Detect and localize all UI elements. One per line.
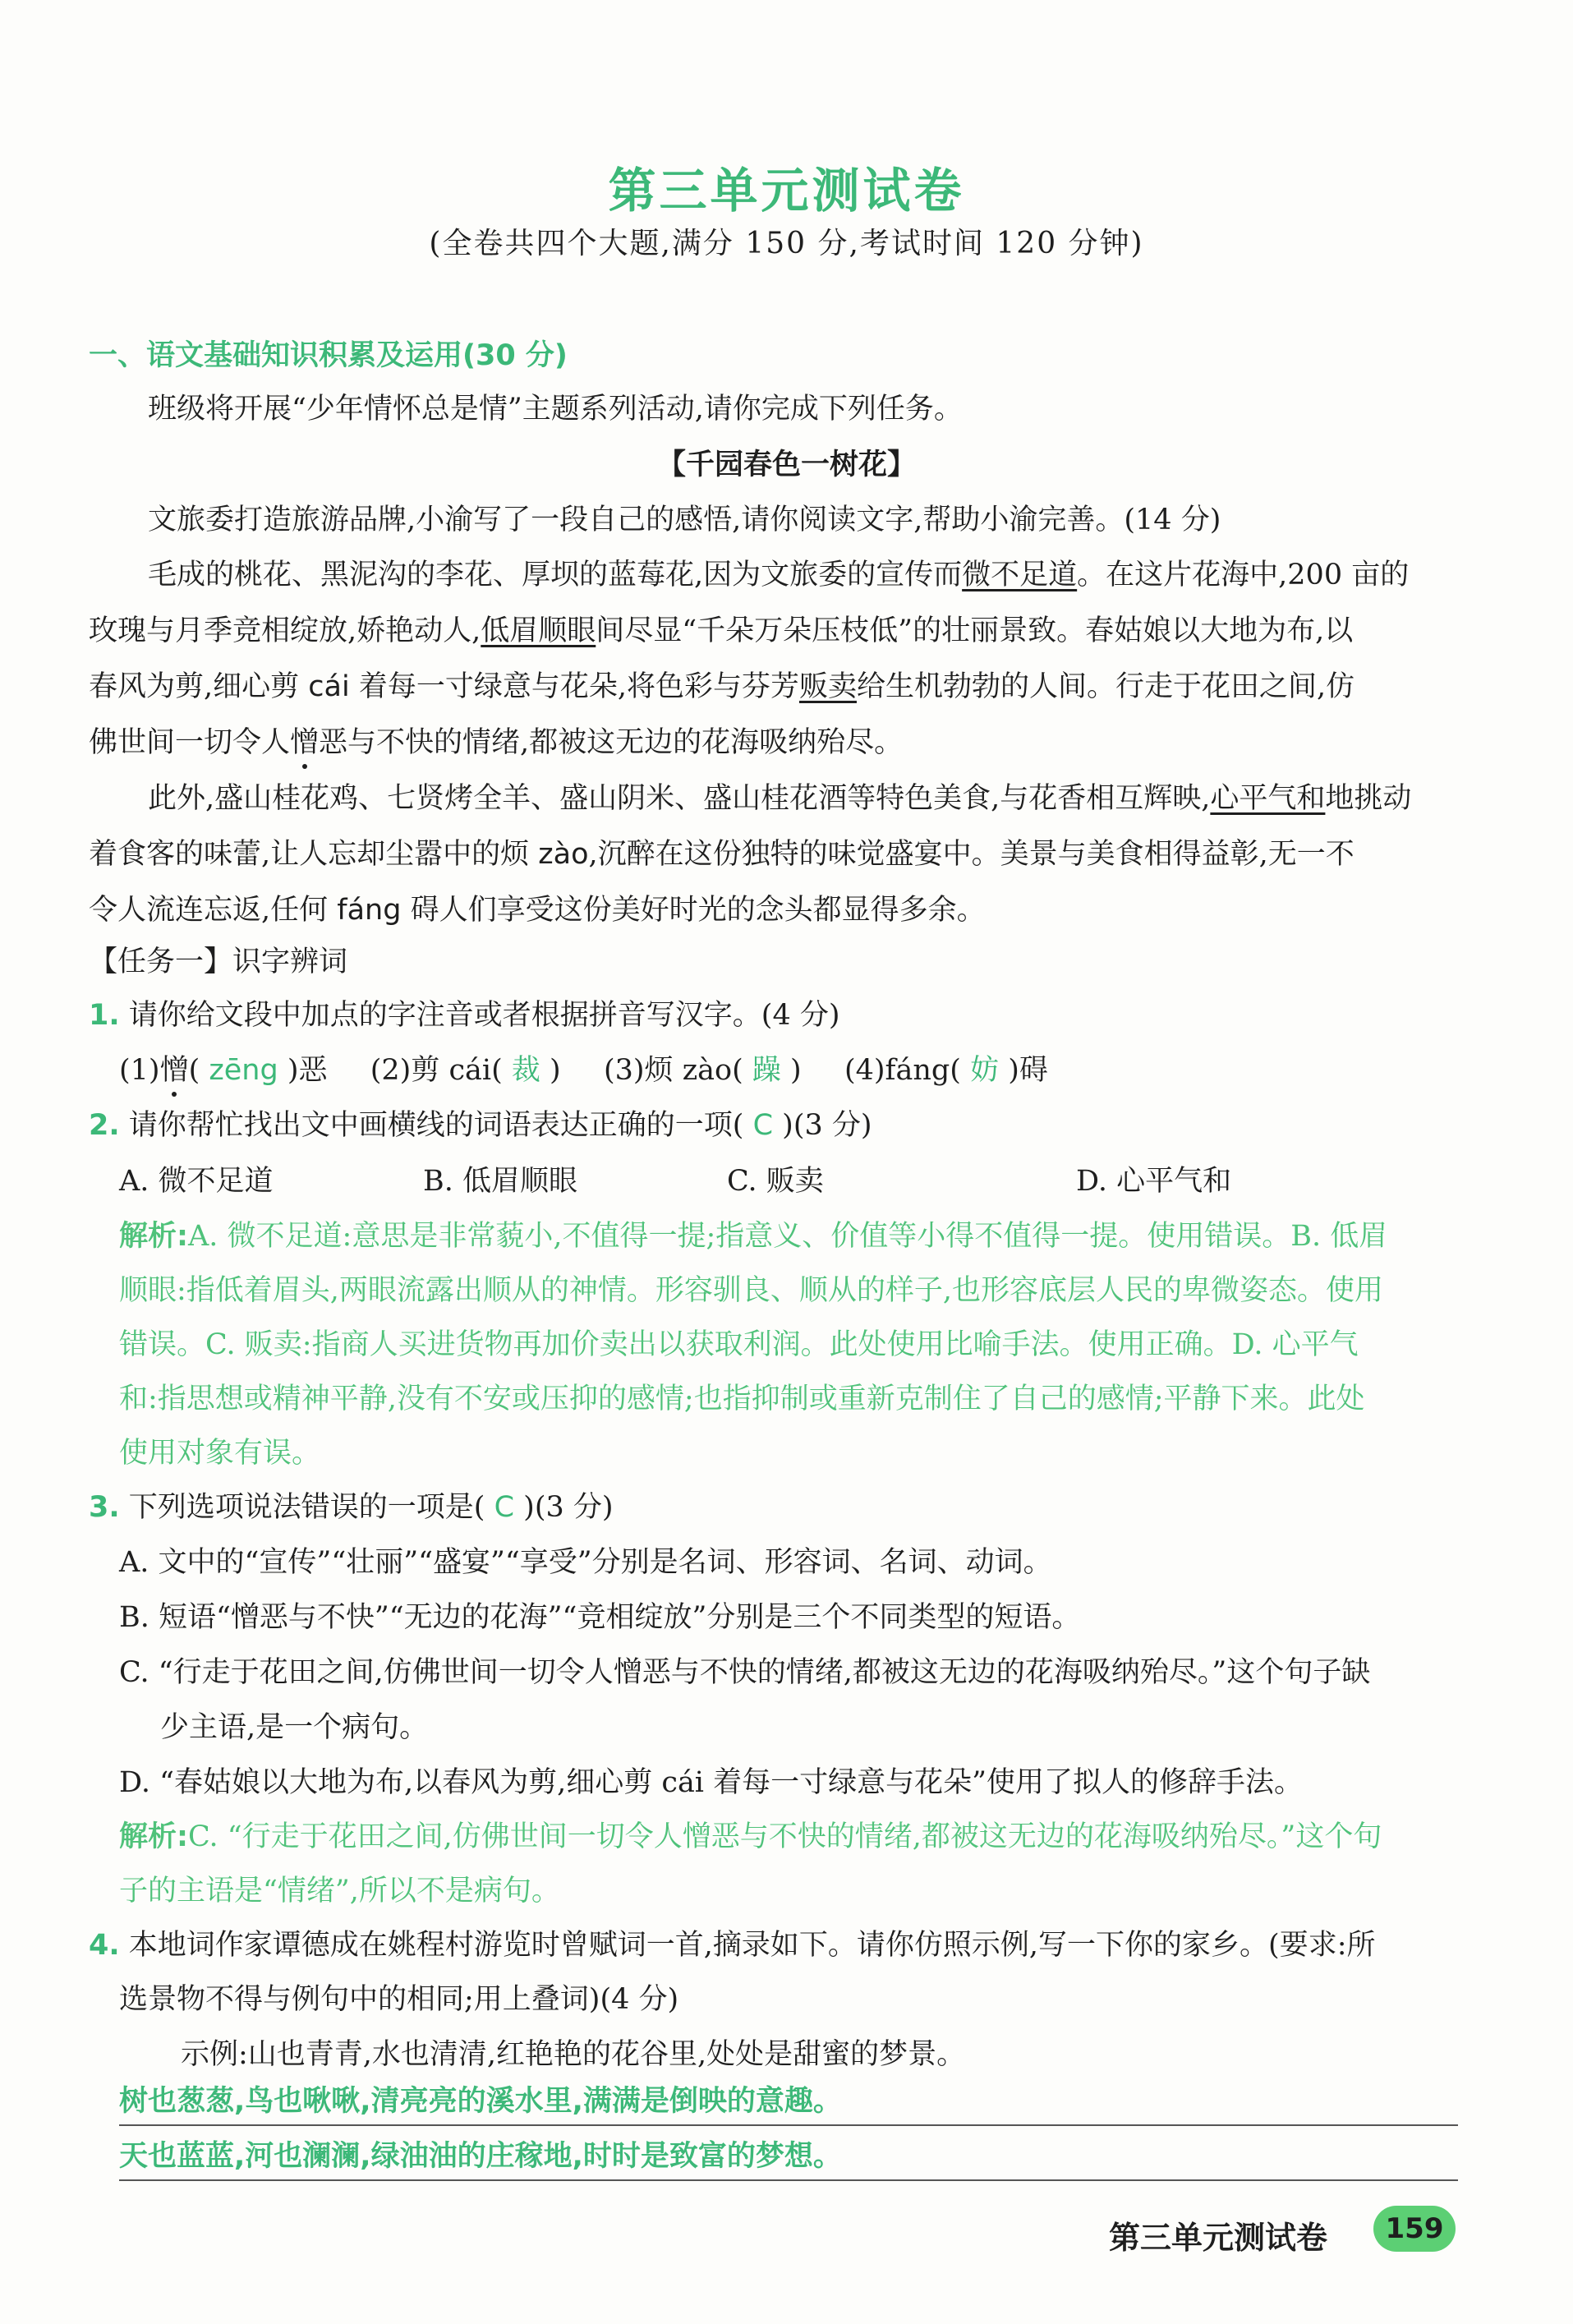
- section-heading: 一、语文基础知识积累及运用(30 分): [89, 339, 568, 372]
- answer-text: zēng: [209, 1054, 278, 1087]
- question-text-continued: 选景物不得与例句中的相同;用上叠词)(4 分): [119, 1983, 679, 2016]
- question-text: 下列选项说法错误的一项是(: [128, 1491, 494, 1524]
- passage-text: 间尽显“千朵万朵压枝低”的壮丽景致。春姑娘以大地为布,以: [596, 614, 1354, 647]
- blank-label: (2)剪 cái(: [370, 1054, 512, 1087]
- passage-text: 着每一寸绿意与花朵,将色彩与芬芳: [349, 670, 799, 703]
- question-number: 3.: [89, 1491, 120, 1524]
- passage-text: 着食客的味蕾,让人忘却尘嚣中的烦: [89, 838, 539, 871]
- analysis-line: 顺眼:指低着眉头,两眼流露出顺从的神情。形容驯良、顺从的样子,也形容底层人民的卑微姿态。使用: [119, 1274, 1384, 1307]
- option-b: B. 短语“憎恶与不快”“无边的花海”“竞相绽放”分别是三个不同类型的短语。: [119, 1601, 1081, 1634]
- underlined-word: 低眉顺眼: [481, 614, 596, 647]
- analysis-line: 错误。C. 贩卖:指商人买进货物再加价卖出以获取利润。此处使用比喻手法。使用正确。D. 心平气: [119, 1328, 1359, 1361]
- passage-text: ,沉醉在这份独特的味觉盛宴中。美景与美食相得益彰,无一不: [588, 838, 1355, 871]
- passage-text: 玫瑰与月季竞相绽放,娇艳动人,: [89, 614, 481, 647]
- task-intro: 文旅委打造旅游品牌,小渝写了一段自己的感悟,请你阅读文字,帮助小渝完善。(14 分): [148, 504, 1221, 536]
- analysis-line: 和:指思想或精神平静,没有不安或压抑的感情;也指抑制或重新克制住了自己的感情;平静下来。此处: [119, 1383, 1365, 1415]
- pinyin: cái: [308, 670, 350, 703]
- bracket: ): [780, 1054, 802, 1087]
- dotted-char: 憎: [159, 1054, 189, 1087]
- answer-text: 躁: [752, 1054, 781, 1087]
- answer-line-2[interactable]: 天也蓝蓝,河也澜澜,绿油油的庄稼地,时时是致富的梦想。: [119, 2133, 1458, 2181]
- passage-line: [148, 775, 1411, 817]
- question-3: [89, 1484, 614, 1526]
- passage-text: 佛世间一切令人: [89, 726, 291, 759]
- answer-text: 裁: [511, 1054, 540, 1087]
- question-text: 请你给文段中加点的字注音或者根据拼音写汉字。(4 分): [128, 999, 840, 1032]
- passage-line: [89, 664, 1355, 705]
- question-2: [89, 1102, 872, 1144]
- passage-text: 。在这片花海中,200 亩的: [1077, 559, 1410, 591]
- footer-title: 第三单元测试卷: [1109, 2220, 1328, 2256]
- passage-line: [89, 720, 903, 761]
- blank-label: )碍: [999, 1054, 1048, 1087]
- passage-text: 毛成的桃花、黑泥沟的李花、厚坝的蓝莓花,因为文旅委的宣传而: [148, 559, 963, 591]
- pinyin: zào: [538, 838, 589, 871]
- example-text: 示例:山也青青,水也清清,红艳艳的花谷里,处处是甜蜜的梦景。: [181, 2038, 966, 2071]
- answer-text: 妨: [970, 1054, 1000, 1087]
- passage-line: [148, 552, 1409, 593]
- underlined-word: 微不足道: [962, 559, 1078, 591]
- sub-heading: 【千园春色一树花】: [656, 449, 916, 481]
- option-a: A. 文中的“宣传”“壮丽”“盛宴”“享受”分别是名词、形容词、名词、动词。: [119, 1546, 1052, 1579]
- passage-text: 碍人们享受这份美好时光的念头都显得多余。: [401, 894, 986, 927]
- question-4: [89, 1922, 1376, 1963]
- answer-text: C: [752, 1109, 774, 1142]
- passage-text: 地挑动: [1325, 782, 1412, 815]
- analysis-line: 使用对象有误。: [119, 1437, 321, 1470]
- passage-line: [89, 831, 1355, 872]
- blank-label: (1): [119, 1054, 160, 1087]
- option-c: C. “行走于花田之间,仿佛世间一切令人憎恶与不快的情绪,都被这无边的花海吸纳殆尽。”这个句子缺: [119, 1656, 1371, 1689]
- dotted-char: 憎: [290, 726, 320, 759]
- option-b: B. 低眉顺眼: [423, 1165, 577, 1198]
- passage-text: 此外,盛山桂花鸡、七贤烤全羊、盛山阴米、盛山桂花酒等特色美食,与花香相互辉映,: [148, 782, 1211, 815]
- question-number: 4.: [89, 1929, 120, 1962]
- page-subtitle: (全卷共四个大题,满分 150 分,考试时间 120 分钟): [429, 227, 1144, 260]
- question-text: 请你帮忙找出文中画横线的词语表达正确的一项(: [128, 1109, 753, 1142]
- analysis-line: 子的主语是“情绪”,所以不是病句。: [119, 1875, 560, 1908]
- analysis-line: [119, 1213, 1387, 1254]
- analysis-text: A. 微不足道:意思是非常藐小,不值得一提;指意义、价值等小得不值得一提。使用错误。B. 低眉: [188, 1220, 1388, 1253]
- blank-label: (4)fáng(: [844, 1054, 971, 1087]
- underlined-word: 心平气和: [1210, 782, 1326, 815]
- passage-line: [89, 608, 1353, 649]
- underlined-word: 贩卖: [798, 670, 857, 703]
- option-c: C. 贩卖: [727, 1165, 824, 1198]
- bracket: ): [540, 1054, 561, 1087]
- analysis-line: [119, 1814, 1382, 1855]
- analysis-text: C. “行走于花田之间,仿佛世间一切令人憎恶与不快的情绪,都被这无边的花海吸纳殆尽。”这个句: [188, 1820, 1382, 1853]
- passage-line: [89, 887, 986, 928]
- option-d: D. 心平气和: [1076, 1165, 1232, 1198]
- bracket: (: [188, 1054, 209, 1087]
- passage-text: 恶与不快的情绪,都被这无边的花海吸纳殆尽。: [319, 726, 904, 759]
- question-1: [89, 992, 840, 1033]
- passage-text: 给生机勃勃的人间。行走于花田之间,仿: [856, 670, 1355, 703]
- blank-label: )恶: [278, 1054, 328, 1087]
- page-number-badge: 159: [1373, 2206, 1456, 2252]
- analysis-label: 解析:: [119, 1220, 188, 1253]
- passage-text: 春风为剪,细心剪: [89, 670, 309, 703]
- option-c-continued: 少主语,是一个病句。: [160, 1711, 429, 1744]
- passage-text: 令人流连忘返,任何: [89, 894, 338, 927]
- analysis-label: 解析:: [119, 1820, 188, 1853]
- question-text: )(3 分): [773, 1109, 872, 1142]
- question-text: 本地词作家谭德成在姚程村游览时曾赋词一首,摘录如下。请你仿照示例,写一下你的家乡。(要求:所: [128, 1929, 1376, 1962]
- pinyin: fáng: [337, 894, 402, 927]
- question-number: 2.: [89, 1109, 120, 1142]
- section-intro: 班级将开展“少年情怀总是情”主题系列活动,请你完成下列任务。: [148, 393, 963, 426]
- option-d: D. “春姑娘以大地为布,以春风为剪,细心剪 cái 着每一寸绿意与花朵”使用了拟人的修辞手法。: [119, 1766, 1304, 1799]
- answer-text: C: [494, 1491, 515, 1524]
- question-number: 1.: [89, 999, 120, 1032]
- question-text: )(3 分): [514, 1491, 614, 1524]
- answer-line-1[interactable]: 树也葱葱,鸟也啾啾,清亮亮的溪水里,满满是倒映的意趣。: [119, 2078, 1458, 2126]
- question-1-blanks: [119, 1047, 1048, 1088]
- option-a: A. 微不足道: [119, 1165, 274, 1198]
- task-label: 【任务一】识字辨词: [89, 946, 348, 978]
- page-title: 第三单元测试卷: [608, 163, 965, 219]
- blank-label: (3)烦 zào(: [603, 1054, 752, 1087]
